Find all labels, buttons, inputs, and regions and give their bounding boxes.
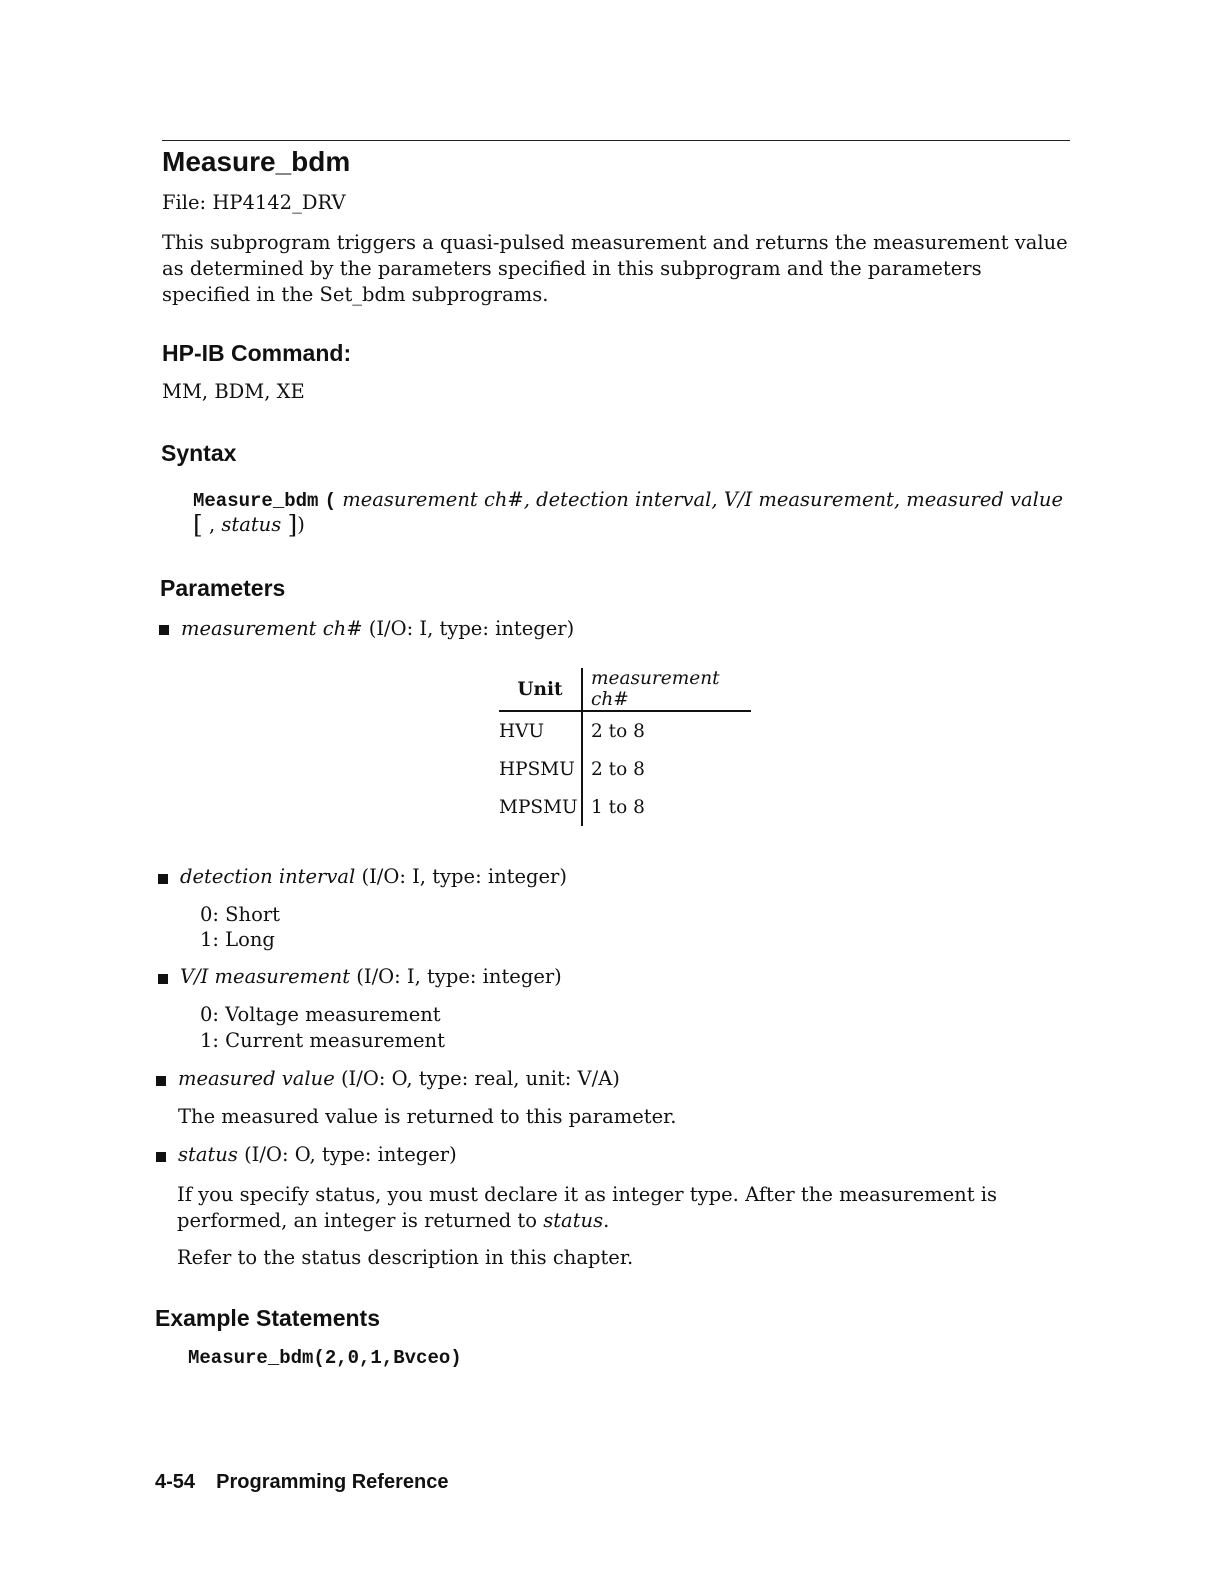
table-cell-unit: HVU — [499, 720, 545, 742]
bullet-icon — [156, 1152, 166, 1162]
page-footer — [155, 1469, 448, 1495]
syntax-optional-open: [ — [193, 510, 203, 539]
param-spec: (I/O: I, type: integer) — [356, 965, 562, 988]
param-spec: (I/O: I, type: integer) — [368, 617, 575, 640]
param-measured-value — [178, 1066, 620, 1092]
param-option: 1: Current measurement — [200, 1029, 445, 1052]
table-cell-channel: 1 to 8 — [582, 788, 751, 826]
syntax-function-name: Measure_bdm — [193, 490, 319, 512]
param-spec: (I/O: I, type: integer) — [361, 865, 567, 888]
file-label: File: — [162, 191, 207, 214]
table-header-unit: Unit — [499, 668, 582, 711]
footer-section: Programming Reference — [216, 1471, 449, 1493]
param-status — [178, 1142, 457, 1168]
param-spec: (I/O: O, type: real, unit: V/A) — [340, 1067, 620, 1090]
param-note: Refer to the status description in this chapter. — [177, 1246, 634, 1269]
hpib-commands: MM, BDM, XE — [162, 380, 305, 403]
file-name: HP4142_DRV — [212, 191, 346, 214]
syntax-open-paren: ( — [324, 490, 337, 512]
file-line — [162, 190, 346, 216]
parameters-heading: Parameters — [160, 575, 286, 601]
table-row — [499, 788, 751, 826]
param-name: V/I measurement — [180, 965, 351, 988]
table-row — [499, 711, 751, 750]
table-cell-channel: 2 to 8 — [582, 711, 751, 750]
syntax-optional-close: ] — [287, 510, 298, 539]
param-option: 1: Long — [200, 928, 275, 951]
bullet-icon — [159, 625, 169, 635]
param-option: 0: Short — [200, 903, 280, 926]
bullet-icon — [158, 874, 168, 884]
param-spec: (I/O: O, type: integer) — [244, 1143, 457, 1166]
hpib-heading: HP-IB Command: — [162, 340, 352, 366]
param-detection-interval — [180, 864, 567, 890]
example-heading: Example Statements — [155, 1305, 380, 1331]
param-name: status — [178, 1143, 238, 1166]
unit-channel-table — [499, 668, 751, 826]
table-cell-unit: MPSMU — [499, 796, 578, 818]
syntax-optional-arg: status — [221, 513, 282, 536]
table-header-channel: measurement ch# — [582, 668, 751, 711]
param-note — [177, 1182, 1007, 1234]
param-name: measurement ch# — [181, 617, 363, 640]
description: This subprogram triggers a quasi-pulsed measurement and returns the measurement value as determined by the parameters specified in this subprogram and the parameters specified in the Set_bdm subprograms. — [162, 231, 1068, 306]
syntax-line-2 — [193, 512, 305, 538]
status-note-emphasis: status — [543, 1209, 604, 1232]
bullet-icon — [158, 974, 168, 984]
syntax-line-1 — [193, 487, 1063, 514]
table-header-row — [499, 668, 751, 711]
table-row — [499, 750, 751, 788]
status-note-text: If you specify status, you must declare it as integer type. After the measurement is performed, an integer is returned to — [177, 1183, 998, 1232]
param-note: The measured value is returned to this parameter. — [178, 1105, 677, 1128]
bullet-icon — [156, 1076, 166, 1086]
top-rule — [162, 140, 1070, 141]
param-option: 0: Voltage measurement — [200, 1003, 441, 1026]
table-cell-channel: 2 to 8 — [582, 750, 751, 788]
param-name: measured value — [178, 1067, 335, 1090]
syntax-close-paren: ) — [297, 513, 305, 536]
example-code: Measure_bdm(2,0,1,Bvceo) — [188, 1347, 462, 1369]
table-cell-unit: HPSMU — [499, 758, 575, 780]
footer-page-number: 4-54 — [155, 1471, 196, 1493]
syntax-arguments: measurement ch#, detection interval, V/I measurement, measured value — [342, 488, 1064, 511]
syntax-heading: Syntax — [161, 440, 237, 466]
syntax-comma: , — [208, 513, 216, 536]
param-vi-measurement — [180, 964, 562, 990]
page-title: Measure_bdm — [162, 146, 351, 177]
param-name: detection interval — [180, 865, 356, 888]
param-measurement-ch — [181, 616, 574, 642]
status-note-period: . — [603, 1209, 610, 1232]
